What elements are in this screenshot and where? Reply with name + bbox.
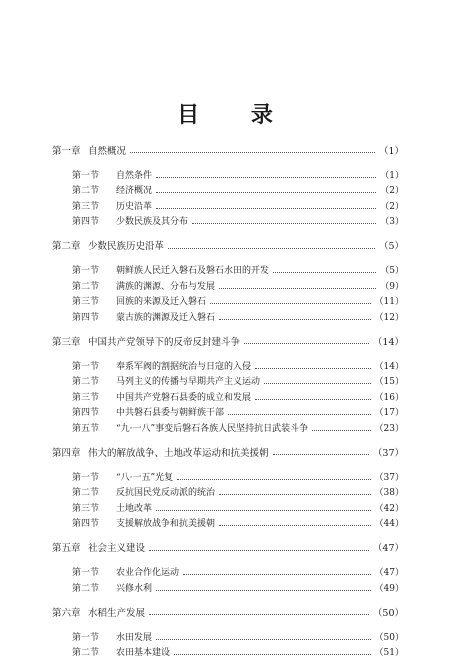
dot-leader [264, 383, 371, 384]
page-title: 目 录 [177, 103, 295, 128]
toc-section-row [52, 469, 404, 485]
toc-section-row [52, 293, 404, 309]
page-number: （1） [380, 170, 404, 181]
section-number: 第三节 [72, 392, 100, 403]
dot-leader [219, 288, 376, 289]
chapter-number: 第四章 [52, 447, 81, 459]
toc-section-row [52, 484, 404, 500]
dot-leader [255, 399, 371, 400]
section-number: 第一节 [72, 361, 100, 372]
page-number: （50） [372, 607, 404, 619]
chapter-title: 伟大的解放战争、土地改革运动和抗美援朝 [88, 447, 269, 459]
section-title: 中共磐石县委与朝鲜族干部 [116, 408, 225, 419]
section-number: 第二节 [72, 583, 100, 594]
dot-leader [177, 479, 370, 480]
toc-chapter-row [52, 333, 404, 349]
toc-section-row [52, 404, 404, 420]
toc-section-row [52, 644, 404, 660]
section-number: 第三节 [72, 503, 100, 514]
chapter-number: 第三章 [52, 336, 81, 348]
toc-section-row [52, 167, 404, 183]
dot-leader [168, 248, 375, 249]
section-title: 中国共产党磐石县委的成立和发展 [116, 392, 252, 403]
section-number: 第二节 [72, 648, 100, 659]
toc-section-row [52, 564, 404, 580]
section-title: 农田基本建设 [116, 648, 171, 659]
chapter-title: 水稻生产发展 [88, 607, 146, 619]
page-number: （42） [374, 503, 404, 514]
toc-chapter-row [52, 238, 404, 254]
dot-leader [156, 208, 376, 209]
toc-section-row [52, 580, 404, 596]
section-number: 第一节 [72, 170, 100, 181]
page-number: （16） [374, 392, 404, 403]
chapter-number: 第一章 [52, 145, 81, 157]
section-title: 经济概况 [116, 186, 153, 197]
page-number: （47） [374, 568, 404, 579]
section-title: 历史沿革 [116, 201, 153, 212]
dot-leader [255, 368, 371, 369]
toc-section-row [52, 515, 404, 531]
page-number: （44） [374, 519, 404, 530]
page-number: （15） [374, 377, 404, 388]
dot-leader [149, 550, 369, 551]
page-number: （37） [374, 472, 404, 483]
toc-chapter-row [52, 540, 404, 556]
section-title: 支援解放战争和抗美援朝 [116, 519, 216, 530]
dot-leader [273, 272, 376, 273]
section-title: 水田发展 [116, 632, 153, 643]
dot-leader [156, 177, 376, 178]
section-number: 第四节 [72, 312, 100, 323]
section-title: 土地改革 [116, 503, 153, 514]
page-number: （3） [380, 217, 404, 228]
toc-section-row [52, 389, 404, 405]
dot-leader [219, 319, 371, 320]
section-number: 第一节 [72, 472, 100, 483]
toc-section-row [52, 309, 404, 325]
page-number: （2） [380, 201, 404, 212]
chapter-title: 少数民族历史沿革 [88, 241, 165, 253]
page-number: （5） [378, 241, 404, 253]
section-title: 农业合作化运动 [116, 568, 180, 579]
section-number: 第二节 [72, 281, 100, 292]
section-number: 第三节 [72, 297, 100, 308]
dot-leader [219, 525, 371, 526]
dot-leader [156, 510, 371, 511]
chapter-number: 第六章 [52, 607, 81, 619]
section-number: 第二节 [72, 488, 100, 499]
toc-section-row [52, 182, 404, 198]
dot-leader [130, 152, 375, 153]
toc-chapter-row [52, 444, 404, 460]
toc-section-row [52, 278, 404, 294]
dot-leader [192, 223, 376, 224]
section-number: 第三节 [72, 201, 100, 212]
dot-leader [156, 192, 376, 193]
toc-section-row [52, 358, 404, 374]
section-number: 第一节 [72, 632, 100, 643]
dot-leader [312, 430, 370, 431]
dot-leader [174, 654, 371, 655]
page-number: （9） [380, 281, 404, 292]
section-title: 少数民族及其分布 [116, 217, 189, 228]
dot-leader [210, 303, 371, 304]
section-number: 第四节 [72, 408, 100, 419]
toc-section-row [52, 213, 404, 229]
toc-section-row [52, 629, 404, 645]
dot-leader [228, 414, 371, 415]
section-number: 第一节 [72, 568, 100, 579]
page-number: （38） [374, 488, 404, 499]
chapter-number: 第五章 [52, 543, 81, 555]
section-title: 满族的渊源、分布与发展 [116, 281, 216, 292]
section-title: 反抗国民党反动派的统治 [116, 488, 216, 499]
table-of-contents [52, 142, 404, 660]
section-title: 蒙古族的渊源及迁入磐石 [116, 312, 216, 323]
page-number: （50） [374, 632, 404, 643]
page-number: （14） [372, 336, 404, 348]
page-number: （37） [372, 447, 404, 459]
toc-chapter-row [52, 604, 404, 620]
page-number: （17） [374, 408, 404, 419]
dot-leader [219, 494, 371, 495]
section-number: 第四节 [72, 217, 100, 228]
section-number: 第一节 [72, 266, 100, 277]
section-number: 第五节 [72, 423, 100, 434]
toc-section-row [52, 198, 404, 214]
page-number: （12） [374, 312, 404, 323]
section-number: 第二节 [72, 186, 100, 197]
section-title: “九·一八”事变后磐石各族人民坚持抗日武装斗争 [116, 423, 309, 434]
section-title: “八·一五”光复 [116, 472, 174, 483]
page-number: （14） [374, 361, 404, 372]
toc-section-row [52, 262, 404, 278]
section-title: 自然条件 [116, 170, 153, 181]
dot-leader [149, 614, 369, 615]
dot-leader [156, 590, 371, 591]
page-number: （11） [374, 297, 404, 308]
dot-leader [273, 454, 369, 455]
toc-section-row [52, 500, 404, 516]
chapter-number: 第二章 [52, 241, 81, 253]
toc-section-row [52, 373, 404, 389]
page-number: （23） [374, 423, 404, 434]
page-number: （1） [378, 145, 404, 157]
section-title: 马列主义的传播与早期共产主义运动 [116, 377, 261, 388]
chapter-title: 社会主义建设 [88, 543, 146, 555]
page-number: （47） [372, 543, 404, 555]
toc-chapter-row [52, 142, 404, 158]
section-title: 兴修水利 [116, 583, 153, 594]
section-number: 第四节 [72, 519, 100, 530]
dot-leader [244, 343, 369, 344]
section-title: 回族的来源及迁入磐石 [116, 297, 207, 308]
section-title: 奉系军阀的割据统治与日寇的入侵 [116, 361, 252, 372]
page-number: （49） [374, 583, 404, 594]
page-number: （5） [380, 266, 404, 277]
dot-leader [183, 574, 371, 575]
page-number: （2） [380, 186, 404, 197]
chapter-title: 自然概况 [88, 145, 127, 157]
page-number: （51） [374, 648, 404, 659]
section-title: 朝鲜族人民迁入磐石及磐石水田的开发 [116, 266, 270, 277]
section-number: 第二节 [72, 377, 100, 388]
toc-section-row [52, 420, 404, 436]
chapter-title: 中国共产党领导下的反帝反封建斗争 [88, 336, 241, 348]
dot-leader [156, 639, 371, 640]
